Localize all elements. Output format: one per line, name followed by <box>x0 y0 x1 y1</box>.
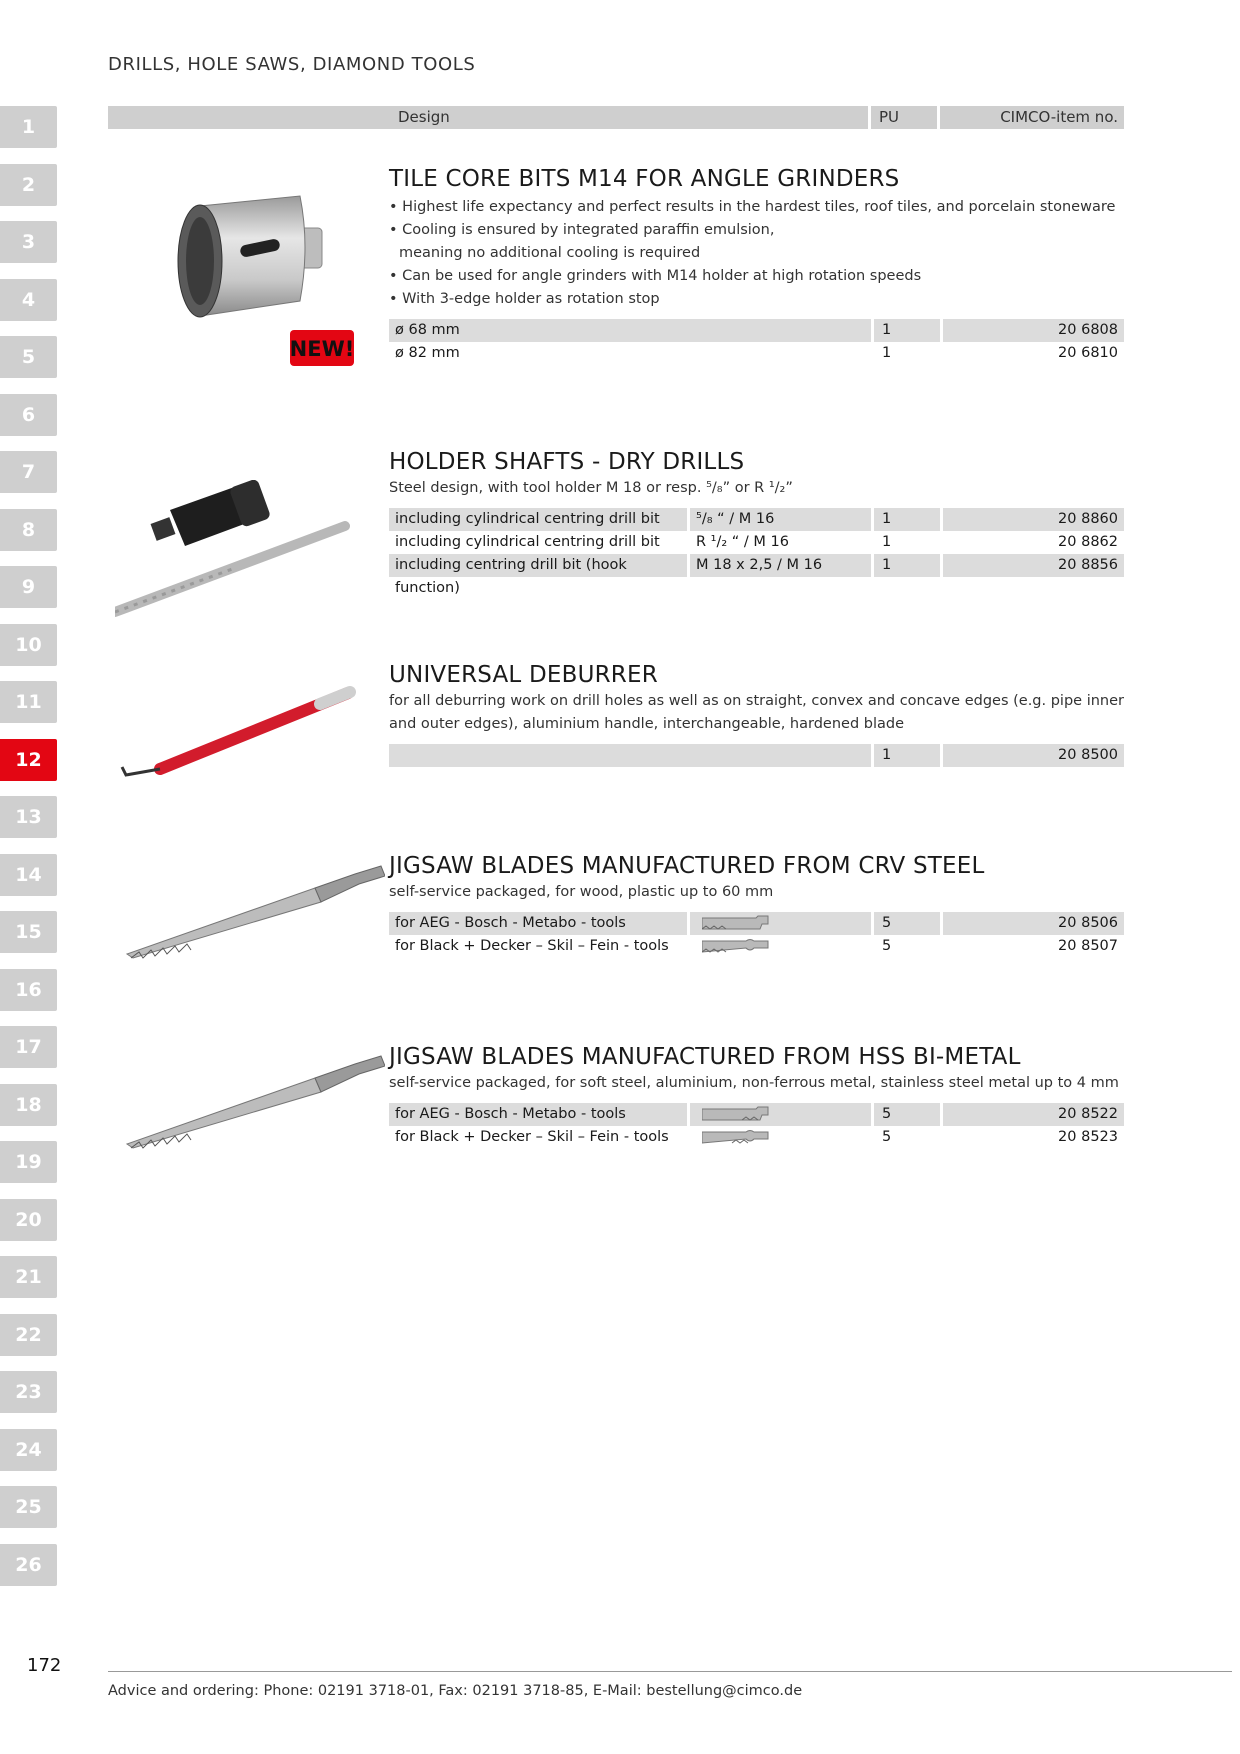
chapter-tab-1[interactable]: 1 <box>0 106 57 148</box>
chapter-tab-24[interactable]: 24 <box>0 1429 57 1471</box>
table-row[interactable] <box>389 319 1124 342</box>
bullet-item: • Can be used for angle grinders with M14 holder at high rotation speeds <box>389 268 922 284</box>
section-title: JIGSAW BLADES MANUFACTURED FROM CRV STEEL <box>389 853 985 879</box>
design-cell: for Black + Decker – Skil – Fein - tools <box>395 938 669 954</box>
table-row[interactable] <box>389 531 1124 554</box>
chapter-tab-6[interactable]: 6 <box>0 394 57 436</box>
spec-cell: R ¹/₂ “ / M 16 <box>696 534 789 550</box>
chapter-tab-11[interactable]: 11 <box>0 681 57 723</box>
pu-cell: 1 <box>874 508 940 531</box>
section-tile-core-bits <box>389 166 1124 365</box>
pu-cell: 1 <box>874 554 940 577</box>
product-table <box>389 744 1124 767</box>
section-bullets <box>389 196 1124 311</box>
item-no-cell: 20 6808 <box>943 319 1124 342</box>
design-cell: ø 82 mm <box>395 345 460 361</box>
chapter-tabs <box>0 0 60 1754</box>
pu-cell: 1 <box>874 744 940 767</box>
spec-cell: M 18 x 2,5 / M 16 <box>690 554 871 577</box>
chapter-tab-22[interactable]: 22 <box>0 1314 57 1356</box>
chapter-tab-17[interactable]: 17 <box>0 1026 57 1068</box>
chapter-tab-13[interactable]: 13 <box>0 796 57 838</box>
section-description: self-service packaged, for soft steel, aluminium, non-ferrous metal, stainless steel metal up to 4 mm <box>389 1075 1119 1091</box>
u-shank-blade-icon <box>702 938 772 954</box>
page-number: 172 <box>27 1655 62 1676</box>
item-no-cell: 20 8860 <box>943 508 1124 531</box>
column-design-label: Design <box>398 108 450 126</box>
chapter-tab-14[interactable]: 14 <box>0 854 57 896</box>
chapter-tab-10[interactable]: 10 <box>0 624 57 666</box>
holder-shaft-image <box>115 480 355 620</box>
product-table <box>389 912 1124 958</box>
pu-cell: 1 <box>882 534 892 550</box>
section-title: UNIVERSAL DEBURRER <box>389 662 658 688</box>
table-row[interactable] <box>389 554 1124 596</box>
pu-cell: 1 <box>874 319 940 342</box>
shank-cell <box>690 1103 871 1126</box>
column-item-no: CIMCO-item no. <box>940 106 1124 129</box>
item-no-cell: 20 8856 <box>943 554 1124 577</box>
section-jigsaw-crv <box>389 853 1124 958</box>
section-description: Steel design, with tool holder M 18 or resp. ⁵/₈” or R ¹/₂” <box>389 480 793 496</box>
spec-cell: ⁵/₈ “ / M 16 <box>690 508 871 531</box>
t-shank-blade-icon <box>702 1106 772 1122</box>
t-shank-blade-icon <box>702 915 772 931</box>
chapter-tab-19[interactable]: 19 <box>0 1141 57 1183</box>
section-description: self-service packaged, for wood, plastic up to 60 mm <box>389 884 774 900</box>
new-badge <box>290 330 354 366</box>
table-row[interactable] <box>389 508 1124 531</box>
product-table <box>389 319 1124 365</box>
column-header-bar <box>108 106 1124 129</box>
table-row[interactable] <box>389 1126 1124 1149</box>
design-cell: ø 68 mm <box>389 319 871 342</box>
chapter-tab-16[interactable]: 16 <box>0 969 57 1011</box>
shank-cell <box>690 935 871 958</box>
chapter-tab-4[interactable]: 4 <box>0 279 57 321</box>
table-row[interactable] <box>389 1103 1124 1126</box>
section-title: TILE CORE BITS M14 FOR ANGLE GRINDERS <box>389 166 900 192</box>
design-cell: for AEG - Bosch - Metabo - tools <box>389 912 687 935</box>
footer-contact: Advice and ordering: Phone: 02191 3718-01, Fax: 02191 3718-85, E-Mail: bestellung@cimco.de <box>108 1683 803 1699</box>
crv-jigsaw-blade-image <box>125 862 385 962</box>
chapter-tab-15[interactable]: 15 <box>0 911 57 953</box>
column-pu: PU <box>871 106 937 129</box>
product-table <box>389 1103 1124 1149</box>
section-title: JIGSAW BLADES MANUFACTURED FROM HSS BI-METAL <box>389 1044 1021 1070</box>
design-cell: including cylindrical centring drill bit <box>389 508 687 531</box>
chapter-tab-5[interactable]: 5 <box>0 336 57 378</box>
design-cell: including cylindrical centring drill bit <box>395 534 660 550</box>
bullet-item: • Highest life expectancy and perfect results in the hardest tiles, roof tiles, and porcelain stoneware <box>389 199 1116 215</box>
section-holder-shafts <box>389 449 1124 596</box>
section-universal-deburrer <box>389 662 1124 767</box>
item-no-cell: 20 8506 <box>943 912 1124 935</box>
column-design <box>108 106 868 129</box>
chapter-tab-2[interactable]: 2 <box>0 164 57 206</box>
item-no-cell: 20 8507 <box>1058 938 1118 954</box>
design-cell: for AEG - Bosch - Metabo - tools <box>389 1103 687 1126</box>
table-row[interactable] <box>389 935 1124 958</box>
chapter-tab-8[interactable]: 8 <box>0 509 57 551</box>
hss-jigsaw-blade-image <box>125 1052 385 1152</box>
item-no-cell: 20 8523 <box>1058 1129 1118 1145</box>
new-badge-text: NEW! <box>290 337 354 361</box>
section-description: for all deburring work on drill holes as well as on straight, convex and concave edges (e.g. pipe inner and outer edges), aluminium handle, interchangeable, hardened blade <box>389 693 1124 732</box>
bullet-item: • Cooling is ensured by integrated paraffin emulsion, <box>389 222 775 238</box>
item-no-cell: 20 6810 <box>1058 345 1118 361</box>
footer-divider <box>108 1671 1232 1672</box>
chapter-tab-23[interactable]: 23 <box>0 1371 57 1413</box>
chapter-tab-3[interactable]: 3 <box>0 221 57 263</box>
bullet-item: meaning no additional cooling is required <box>399 245 701 261</box>
design-cell: including centring drill bit (hook function) <box>389 554 687 577</box>
pu-cell: 5 <box>874 912 940 935</box>
table-row[interactable] <box>389 912 1124 935</box>
chapter-tab-25[interactable]: 25 <box>0 1486 57 1528</box>
bullet-item: • With 3-edge holder as rotation stop <box>389 291 660 307</box>
chapter-tab-7[interactable]: 7 <box>0 451 57 493</box>
chapter-tab-18[interactable]: 18 <box>0 1084 57 1126</box>
item-no-cell: 20 8862 <box>1058 534 1118 550</box>
table-row[interactable] <box>389 744 1124 767</box>
chapter-tab-21[interactable]: 21 <box>0 1256 57 1298</box>
chapter-tab-20[interactable]: 20 <box>0 1199 57 1241</box>
pu-cell: 5 <box>882 1129 892 1145</box>
deburrer-image <box>120 685 360 785</box>
shank-cell <box>690 1126 871 1149</box>
item-no-cell: 20 8522 <box>943 1103 1124 1126</box>
pu-cell: 5 <box>882 938 892 954</box>
section-header-title: DRILLS, HOLE SAWS, DIAMOND TOOLS <box>108 54 476 75</box>
section-title: HOLDER SHAFTS - DRY DRILLS <box>389 449 745 475</box>
design-cell: for Black + Decker – Skil – Fein - tools <box>395 1129 669 1145</box>
pu-cell: 5 <box>874 1103 940 1126</box>
chapter-tab-9[interactable]: 9 <box>0 566 57 608</box>
item-no-cell: 20 8500 <box>943 744 1124 767</box>
chapter-tab-26[interactable]: 26 <box>0 1544 57 1586</box>
table-row[interactable] <box>389 342 1124 365</box>
chapter-tab-12[interactable]: 12 <box>0 739 57 781</box>
design-cell <box>389 744 871 767</box>
product-table <box>389 508 1124 596</box>
shank-cell <box>690 912 871 935</box>
u-shank-blade-icon <box>702 1129 772 1145</box>
section-jigsaw-hss <box>389 1044 1124 1149</box>
pu-cell: 1 <box>882 345 892 361</box>
